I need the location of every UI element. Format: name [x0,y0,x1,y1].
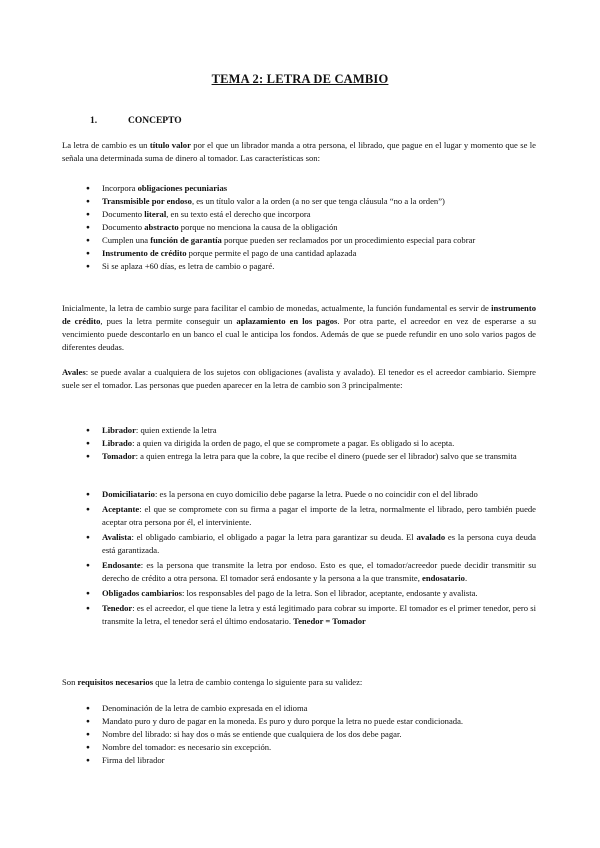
list-item: ● Nombre del librado: si hay dos o más se entiende que cualquiera de los dos debe pagar. [86,728,536,741]
other-parties-list [86,488,536,628]
list-item: ● Endosante: es la persona que transmite la letra por endoso. Esto es que, el tomador/acreedor puede decidir transmitir su derecho de crédito a otra persona. El tomador será endosante y la persona a la que transmite, endosatario. [86,559,536,585]
list-item: ● Instrumento de crédito porque permite el pago de una cantidad aplazada [86,247,536,260]
list-item: ● Avalista: el obligado cambiario, el obligado a pagar la letra para garantizar su deuda. El avalado es la persona cuya deuda está garantizada. [86,531,536,557]
list-item: ● Aceptante: el que se compromete con su firma a pagar el importe de la letra, normalmente el librado, pero también puede aceptar otra persona por él, el interviniente. [86,503,536,529]
list-item: ● Nombre del tomador: es necesario sin excepción. [86,741,536,754]
list-item: ● Obligados cambiarios: los responsables del pago de la letra. Son el librador, aceptante, endosante y avalista. [86,587,536,600]
list-item: ● Tenedor: es el acreedor, el que tiene la letra y está legitimado para cobrar su importe. El tomador es el primer tenedor, pero si transmite la letra, el tenedor será el último endosatario. Tenedor = Tomador [86,602,536,628]
requirements-list [86,702,536,767]
initial-paragraph: Inicialmente, la letra de cambio surge para facilitar el cambio de monedas, actualmente, la función fundamental es servir de instrumento de crédito, pues la letra permite conseguir un aplazamiento en los pagos. Por otra parte, el acreedor en vez de esperarse a su vencimiento puede descontarlo en un banco el cual le anticipa los fondos. Además de que se puede refundir en uno solo varios pagos de diferentes deudas. [62,303,536,352]
list-item: ● Librador: quien extiende la letra [86,424,536,437]
list-item: ● Mandato puro y duro de pagar en la moneda. Es puro y duro porque la letra no puede estar condicionada. [86,715,536,728]
section-title: CONCEPTO [128,116,182,126]
section-number: 1. [90,116,98,126]
intro-paragraph: La letra de cambio es un título valor por el que un librador manda a otra persona, el librado, que pague en el lugar y momento que se le señala una determinada suma de dinero al tomador. Las características son: [62,140,536,163]
list-item: ● Domiciliatario: es la persona en cuyo domicilio debe pagarse la letra. Puede o no coincidir con el del librado [86,488,536,501]
main-parties-list [86,424,536,463]
list-item: ● Cumplen una función de garantía porque pueden ser reclamados por un procedimiento especial para cobrar [86,234,536,247]
list-item: ● Documento literal, en su texto está el derecho que incorpora [86,208,536,221]
list-item: ● Transmisible por endoso, es un título valor a la orden (a no ser que tenga cláusula “no a la orden”) [86,195,536,208]
section-heading [90,116,182,126]
list-item: ● Librado: a quien va dirigida la orden de pago, el que se compromete a pagar. Es obligado si lo acepta. [86,437,536,450]
page-title: TEMA 2: LETRA DE CAMBIO [211,72,389,86]
list-item: ● Incorpora obligaciones pecuniarias [86,182,536,195]
list-item: ● Denominación de la letra de cambio expresada en el idioma [86,702,536,715]
requisitos-paragraph: Son requisitos necesarios que la letra de cambio contenga lo siguiente para su validez: [62,677,363,687]
list-item: ● Documento abstracto porque no menciona la causa de la obligación [86,221,536,234]
characteristics-list [86,182,536,273]
list-item: ● Si se aplaza +60 días, es letra de cambio o pagaré. [86,260,536,273]
list-item: ● Tomador: a quien entrega la letra para que la cobre, la que recibe el dinero (puede ser el librador) salvo que se transmita [86,450,536,463]
avales-paragraph: Avales: se puede avalar a cualquiera de los sujetos con obligaciones (avalista y avalado). El tenedor es el acreedor cambiario. Siempre suele ser el tomador. Las personas que pueden aparecer en la letra de cambio son 3 principalmente: [62,367,536,390]
list-item: ● Firma del librador [86,754,536,767]
